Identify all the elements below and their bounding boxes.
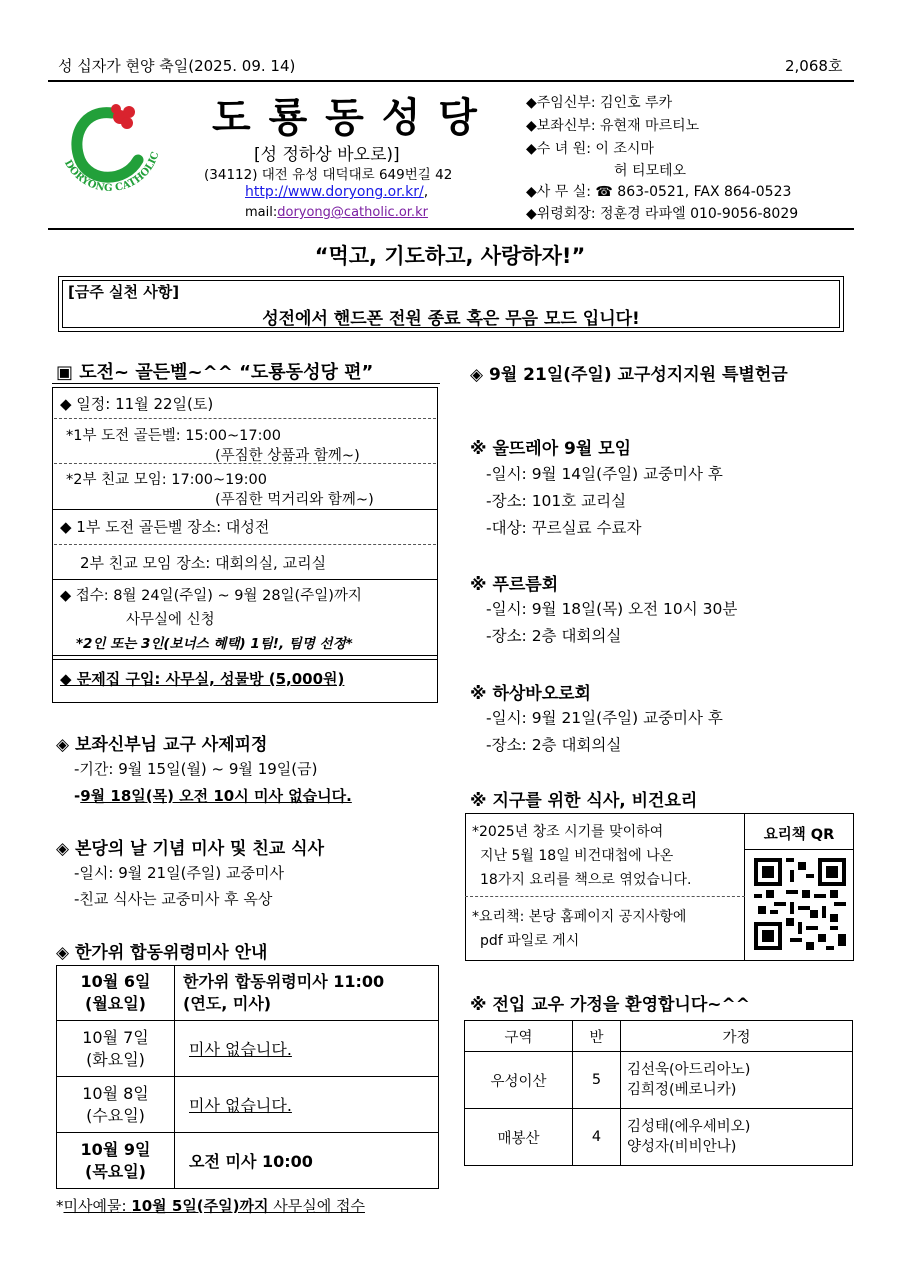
- column-header: 구역: [465, 1021, 573, 1052]
- chuseok-desc-main: 오전 미사 10:00: [189, 1152, 313, 1171]
- chuseok-title: ◈ 한가위 합동위령미사 안내: [56, 943, 268, 963]
- practice-tag: [금주 실천 사항]: [68, 283, 180, 301]
- chuseok-date: [57, 1077, 175, 1133]
- header-top-rule: [48, 80, 854, 82]
- separator: [52, 659, 438, 660]
- chuseok-footnote-prefix: *: [56, 1197, 64, 1215]
- golden-bell-title-rule: [52, 383, 440, 384]
- golden-bell-part1: *1부 도전 골든벨: 15:00~17:00: [66, 428, 281, 444]
- column-header: 반: [573, 1021, 621, 1052]
- vegan-box-divider-h: [465, 896, 745, 897]
- staff-head-priest: ◆주임신부: 김인호 루카: [526, 95, 673, 111]
- golden-bell-part2: *2부 친교 모임: 17:00~19:00: [66, 472, 267, 488]
- table-row: [57, 966, 439, 1021]
- golden-bell-register-note: *2인 또는 3인(보너스 혜택) 1팀!, 팀명 선정*: [76, 636, 353, 652]
- ban-cell: 4: [573, 1109, 621, 1166]
- ultreya-line: -대상: 꾸르실료 수료자: [486, 519, 642, 537]
- vegan-text: pdf 파일로 게시: [480, 933, 580, 949]
- golden-bell-schedule: ◆ 일정: 11월 22일(토): [60, 395, 214, 413]
- church-logo: [50, 95, 170, 205]
- website-link[interactable]: http://www.doryong.or.kr/: [245, 184, 424, 200]
- vegan-text: *2025년 창조 시기를 맞이하여: [472, 824, 664, 840]
- chuseok-date-day: 10월 7일: [82, 1027, 149, 1047]
- chuseok-date-weekday: (화요일): [86, 1049, 145, 1069]
- welcome-table: [464, 1020, 853, 1166]
- vegan-title: ※ 지구를 위한 식사, 비건요리: [470, 791, 698, 811]
- golden-bell-register: ◆ 접수: 8월 24일(주일) ~ 9월 28일(주일)까지: [60, 588, 362, 604]
- assistant-priest-notice-line: [74, 785, 352, 806]
- separator: [54, 418, 436, 419]
- separator: [52, 655, 438, 656]
- chuseok-date-day: 10월 9일: [80, 1139, 151, 1159]
- parish-day-time: -일시: 9월 21일(주일) 교중미사: [74, 864, 285, 882]
- header-bottom-rule: [48, 228, 854, 230]
- vegan-text: 18가지 요리를 책으로 엮었습니다.: [480, 872, 692, 888]
- assistant-priest-title: ◈ 보좌신부님 교구 사제피정: [56, 735, 268, 755]
- chuseok-date-day: 10월 6일: [80, 972, 151, 991]
- assistant-priest-notice-prefix: -: [74, 787, 81, 805]
- chuseok-date: [57, 966, 175, 1021]
- pureureum-line: -일시: 9월 18일(목) 오전 10시 30분: [486, 600, 738, 618]
- chuseok-desc-main: 미사 없습니다.: [189, 1040, 292, 1059]
- ban-cell: 5: [573, 1052, 621, 1109]
- chuseok-desc: [175, 966, 439, 1021]
- chuseok-desc-sub: (연도, 미사): [183, 994, 272, 1013]
- separator: [54, 544, 436, 545]
- golden-bell-part1-note: (푸짐한 상품과 함께~): [215, 448, 360, 464]
- pureureum-line: -장소: 2층 대회의실: [486, 627, 622, 645]
- chuseok-footnote-c: 사무실에 접수: [268, 1197, 365, 1215]
- mail-link[interactable]: doryong@catholic.or.kr: [277, 205, 428, 220]
- table-row: [57, 1077, 439, 1133]
- pureureum-title: ※ 푸르름회: [470, 575, 559, 595]
- ultreya-title: ※ 울뜨레아 9월 모임: [470, 439, 632, 459]
- church-address: (34112) 대전 유성 대덕대로 649번길 42: [204, 167, 453, 183]
- chuseok-footnote-b: 10월 5일(주일)까지: [131, 1197, 269, 1215]
- chuseok-desc-main: 미사 없습니다.: [189, 1096, 292, 1115]
- families-cell: [621, 1109, 853, 1166]
- golden-bell-venue2: 2부 친교 모임 장소: 대회의실, 교리실: [80, 554, 327, 572]
- hasang-line: -장소: 2층 대회의실: [486, 736, 622, 754]
- assistant-priest-period: -기간: 9월 15일(월) ~ 9월 19일(금): [74, 760, 318, 778]
- website-suffix: ,: [423, 184, 429, 200]
- zone-cell: 우성이산: [465, 1052, 573, 1109]
- qr-code-icon[interactable]: [754, 858, 846, 950]
- vegan-text: 지난 5월 18일 비건대첩에 나온: [480, 848, 674, 864]
- families-cell: [621, 1052, 853, 1109]
- practice-text: 성전에서 핸드폰 전원 종료 혹은 무음 모드 입니다!: [262, 309, 640, 329]
- chuseok-date-day: 10월 8일: [82, 1083, 149, 1103]
- parish-day-meal: -친교 식사는 교중미사 후 옥상: [74, 890, 273, 908]
- column-header: 가정: [621, 1021, 853, 1052]
- table-row: [57, 1133, 439, 1189]
- family-name: 김희정(베로니카): [627, 1082, 737, 1098]
- chuseok-date: [57, 1021, 175, 1077]
- golden-bell-venue1: ◆ 1부 도전 골든벨 장소: 대성전: [60, 518, 270, 536]
- chuseok-table: [56, 965, 439, 1189]
- special-offering-title: ◈ 9월 21일(주일) 교구성지지원 특별헌금: [470, 365, 788, 385]
- golden-bell-book: [60, 668, 344, 689]
- logo-text: DORYONG CATHOLIC: [61, 150, 162, 195]
- church-name: 도 룡 동 성 당: [212, 95, 479, 141]
- church-mail-line: [245, 205, 428, 220]
- church-website-line: [245, 184, 428, 200]
- ultreya-line: -장소: 101호 교리실: [486, 492, 627, 510]
- golden-bell-title: ▣ 도전~ 골든벨~^^ “도룡동성당 편”: [56, 362, 374, 383]
- hasang-line: -일시: 9월 21일(주일) 교중미사 후: [486, 709, 723, 727]
- family-name: 양성자(비비안나): [627, 1139, 737, 1155]
- slogan: “먹고, 기도하고, 사랑하자!”: [314, 244, 586, 268]
- mail-label: mail:: [245, 205, 278, 220]
- separator: [52, 579, 438, 580]
- chuseok-desc: [175, 1077, 439, 1133]
- table-row: [57, 1021, 439, 1077]
- staff-funeral-chair: ◆위령회장: 정훈경 라파엘 010-9056-8029: [526, 206, 799, 222]
- zone-cell: 매봉산: [465, 1109, 573, 1166]
- staff-office: ◆사 무 실: ☎ 863-0521, FAX 864-0523: [526, 184, 792, 200]
- chuseok-footnote-a: 미사예물:: [63, 1197, 132, 1215]
- chuseok-date-weekday: (수요일): [86, 1105, 145, 1125]
- hasang-title: ※ 하상바오로회: [470, 684, 591, 704]
- chuseok-desc: [175, 1133, 439, 1189]
- chuseok-desc: [175, 1021, 439, 1077]
- chuseok-footnote: [56, 1195, 365, 1216]
- issue-number: 2,068호: [785, 57, 843, 75]
- family-name: 김성태(에우세비오): [627, 1119, 751, 1135]
- golden-bell-part2-note: (푸짐한 먹거리와 함께~): [215, 492, 374, 508]
- vegan-text: *요리책: 본당 홈페이지 공지사항에: [472, 909, 687, 925]
- separator: [54, 463, 436, 464]
- table-row: [465, 1052, 853, 1109]
- church-patron: [성 정하상 바오로)]: [254, 145, 400, 165]
- golden-bell-register2: 사무실에 신청: [126, 612, 215, 628]
- chuseok-date: [57, 1133, 175, 1189]
- qr-label: 요리책 QR: [763, 827, 835, 843]
- chuseok-date-weekday: (목요일): [85, 1161, 146, 1181]
- parish-day-title: ◈ 본당의 날 기념 미사 및 친교 식사: [56, 839, 324, 859]
- chuseok-date-weekday: (월요일): [85, 994, 146, 1013]
- family-name: 김선욱(아드리아노): [627, 1062, 751, 1078]
- golden-bell-book-text: ◆ 문제집 구입: 사무실, 성물방 (5,000원): [60, 670, 345, 688]
- feast-date: 성 십자가 현양 축일(2025. 09. 14): [58, 57, 296, 75]
- chuseok-desc-main: 한가위 합동위령미사 11:00: [183, 972, 385, 991]
- staff-sisters-2: 허 티모테오: [614, 163, 687, 179]
- staff-assistant-priest: ◆보좌신부: 유현재 마르티노: [526, 118, 700, 134]
- assistant-priest-notice: 9월 18일(목) 오전 10시 미사 없습니다.: [80, 787, 352, 805]
- table-header-row: [465, 1021, 853, 1052]
- welcome-title: ※ 전입 교우 가정을 환영합니다~^^: [470, 995, 750, 1015]
- table-row: [465, 1109, 853, 1166]
- ultreya-line: -일시: 9월 14일(주일) 교중미사 후: [486, 465, 723, 483]
- separator: [52, 509, 438, 510]
- staff-sisters: ◆수 녀 원: 이 조시마: [526, 141, 654, 157]
- qr-divider: [744, 849, 854, 850]
